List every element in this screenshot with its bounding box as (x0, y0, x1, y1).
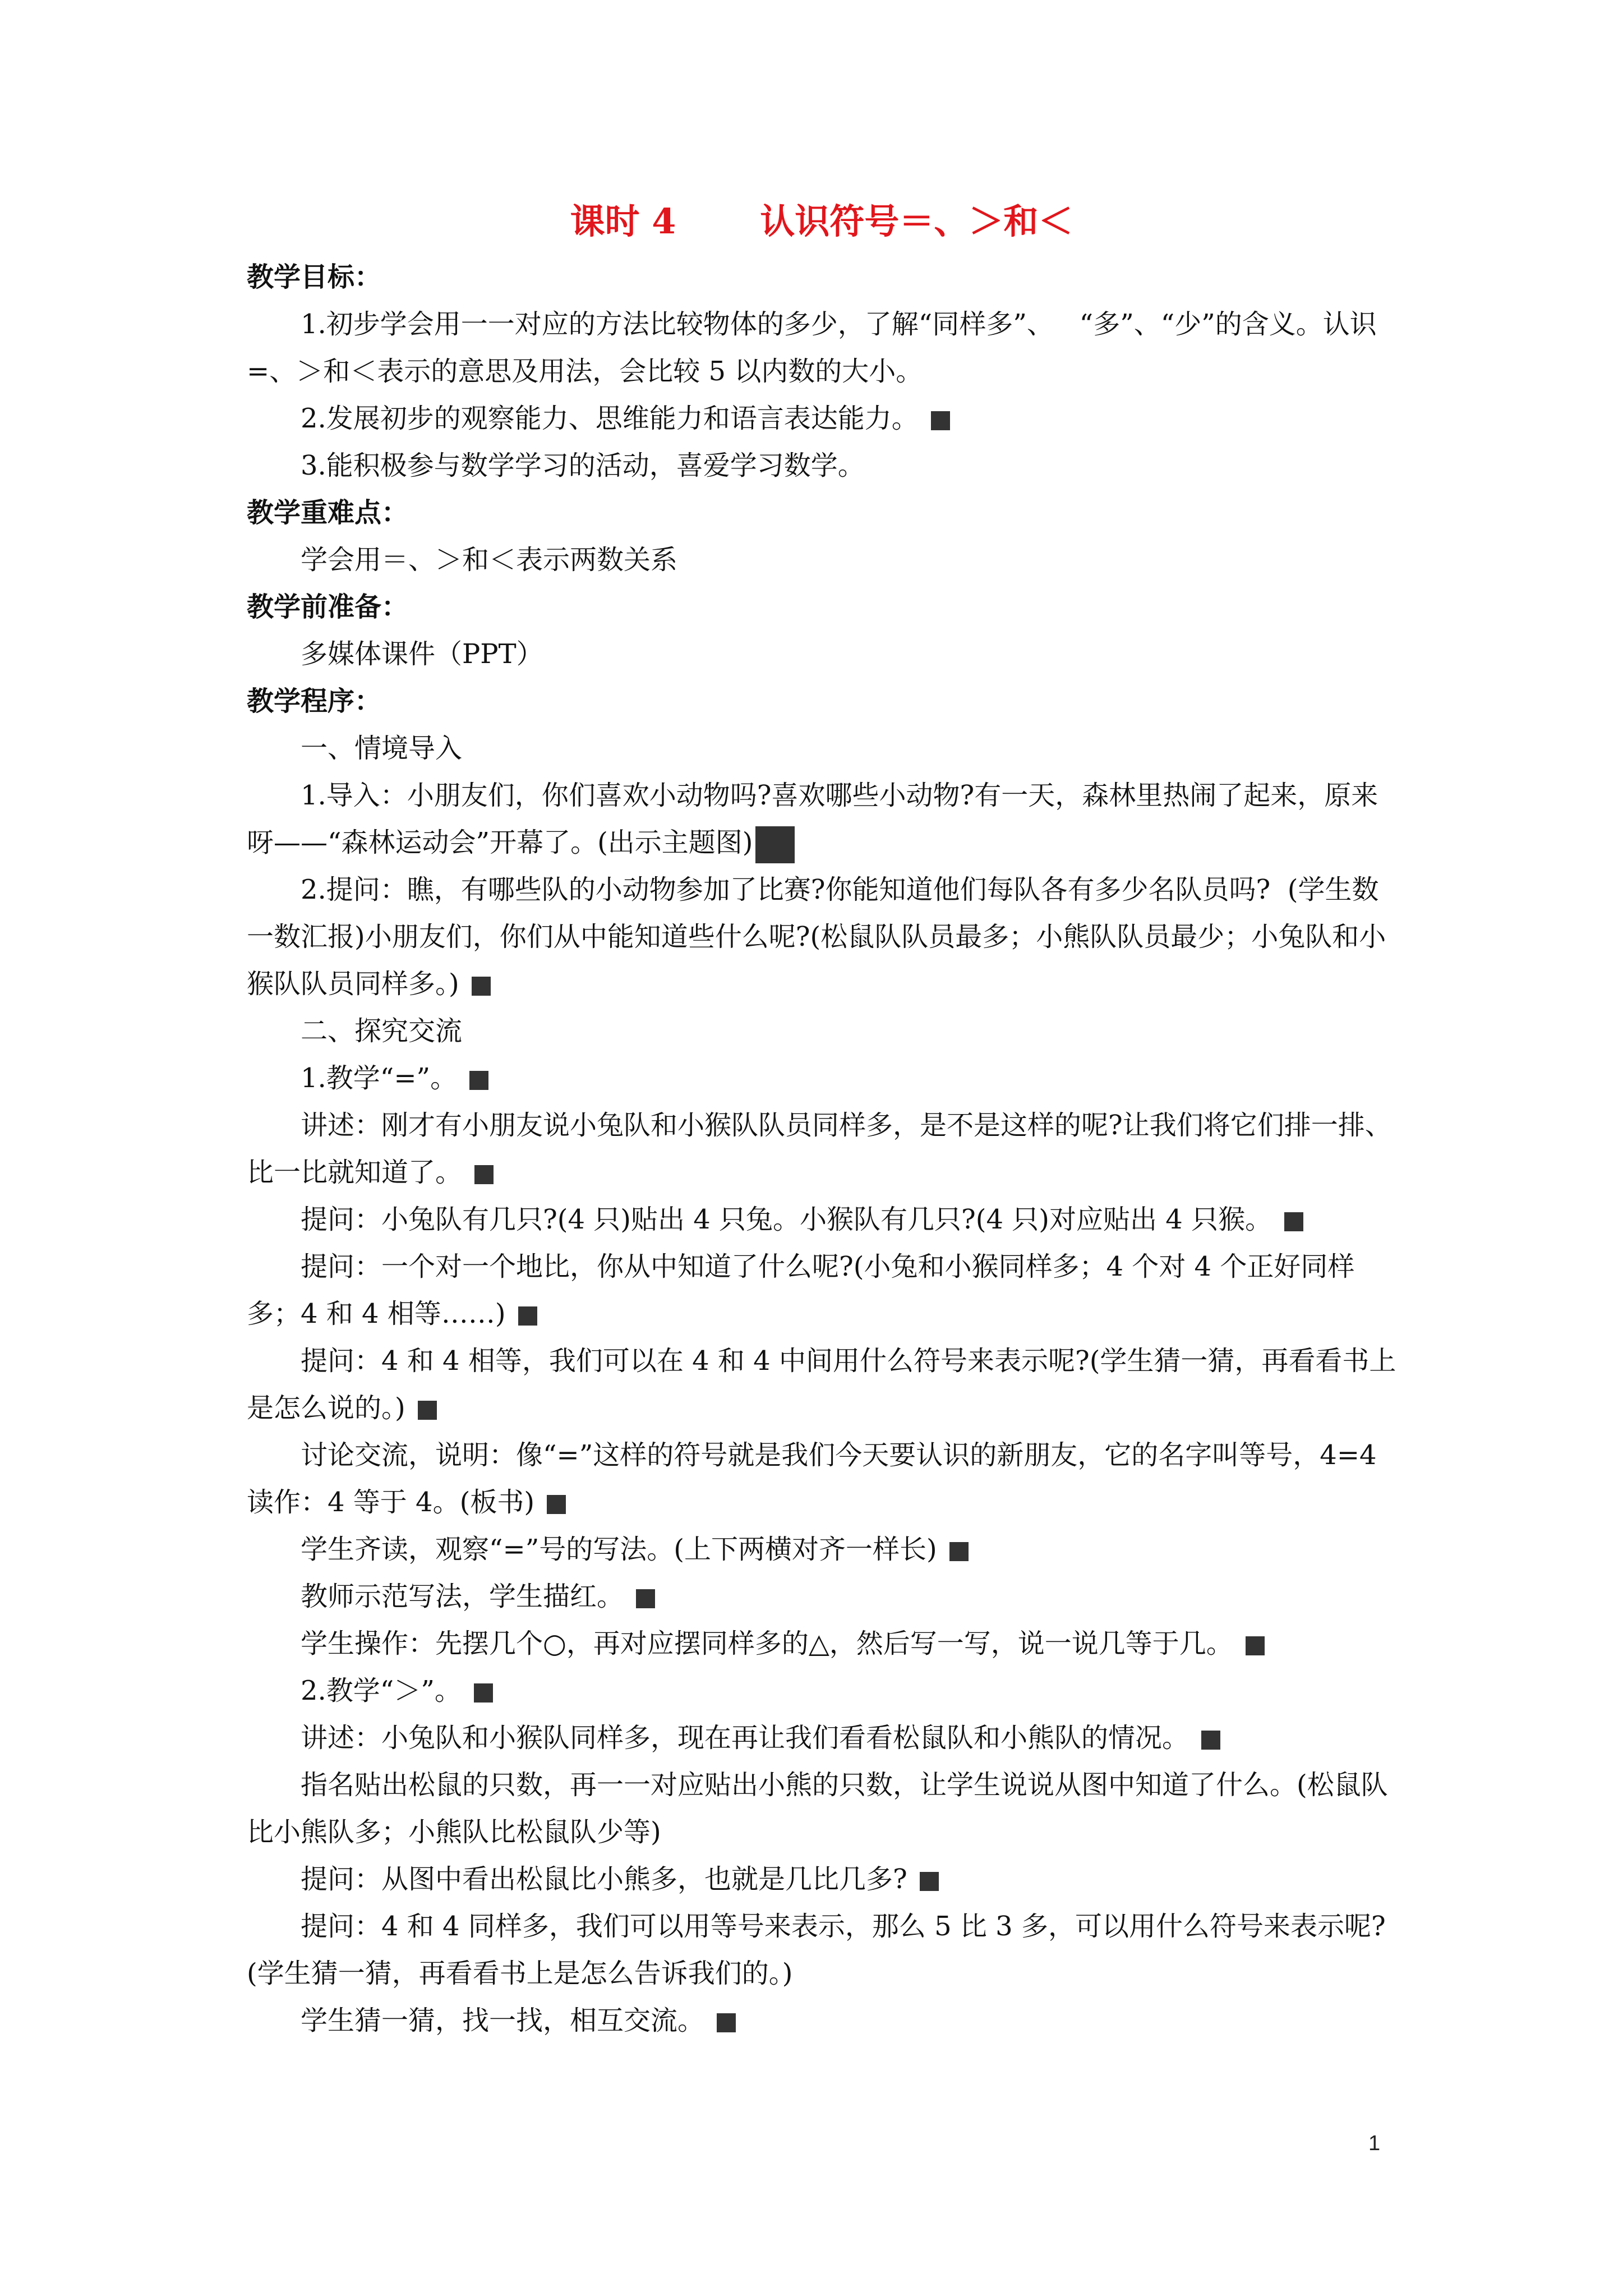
goals-heading: 教学目标： (247, 261, 382, 293)
goal-1: 1.初步学会用一一对应的方法比较物体的多少，了解“同样多”、 “多”、“少”的含义。认识=、＞和＜表示的意思及用法，会比较 5 以内数的大小。 (247, 309, 1377, 387)
section-2-para-7: 学生齐读，观察“=”号的写法。(上下两横对齐一样长) (247, 1526, 1396, 1573)
marker-square-icon (418, 1401, 437, 1420)
document-page (247, 196, 1396, 2044)
marker-square-icon (717, 2013, 736, 2032)
theme-image-placeholder-icon (755, 826, 795, 863)
goal-2: 2.发展初步的观察能力、思维能力和语言表达能力。 (247, 395, 1396, 442)
section-2-para-14: 提问：4 和 4 同样多，我们可以用等号来表示，那么 5 比 3 多，可以用什么符号来表示呢?(学生猜一猜，再看看书上是怎么告诉我们的。) (247, 1911, 1386, 1989)
key-points-heading: 教学重难点： (247, 497, 409, 528)
section-2-para-2: 讲述：刚才有小朋友说小兔队和小猴队队员同样多，是不是这样的呢?让我们将它们排一排、比一比就知道了。 (247, 1110, 1392, 1188)
marker-square-icon (474, 1165, 494, 1184)
lesson-number: 课时 4 (570, 201, 676, 242)
procedure-heading: 教学程序： (247, 685, 382, 717)
preparation-1: 多媒体课件（PPT） (301, 638, 543, 670)
marker-square-icon (949, 1542, 969, 1561)
section-2-para-1: 1.教学“=”。 (247, 1055, 1396, 1102)
marker-square-icon (518, 1306, 537, 1326)
section-2-para-9: 学生操作：先摆几个○，再对应摆同样多的△，然后写一写，说一说几等于几。 (247, 1620, 1396, 1667)
key-point-1: 学会用＝、＞和＜表示两数关系 (301, 544, 678, 576)
marker-square-icon (1246, 1636, 1265, 1655)
marker-square-icon (1201, 1731, 1220, 1750)
section-2-para-10: 2.教学“＞”。 (247, 1667, 1396, 1714)
section-2-para-12: 指名贴出松鼠的只数，再一一对应贴出小熊的只数，让学生说说从图中知道了什么。(松鼠队比小熊队多；小熊队比松鼠队少等) (247, 1769, 1388, 1848)
preparation-heading: 教学前准备： (247, 591, 409, 623)
section-1-title: 一、情境导入 (301, 733, 463, 764)
marker-square-icon (636, 1589, 655, 1608)
section-2-para-8: 教师示范写法，学生描红。 (247, 1573, 1396, 1620)
marker-square-icon (920, 1872, 939, 1891)
goal-3: 3.能积极参与数学学习的活动，喜爱学习数学。 (301, 450, 865, 481)
section-2-title: 二、探究交流 (301, 1015, 463, 1047)
section-2-para-4: 提问：一个对一个地比，你从中知道了什么呢?(小兔和小猴同样多；4 个对 4 个正好同样多；4 和 4 相等……) (247, 1251, 1355, 1329)
lesson-topic: 认识符号＝、＞和＜ (760, 201, 1073, 242)
marker-square-icon (547, 1495, 566, 1514)
section-2-para-11: 讲述：小兔队和小猴队同样多，现在再让我们看看松鼠队和小熊队的情况。 (247, 1714, 1396, 1761)
section-1-para-1: 1.导入：小朋友们，你们喜欢小动物吗?喜欢哪些小动物?有一天，森林里热闹了起来，原来呀——“森林运动会”开幕了。(出示主题图) (247, 772, 1396, 866)
page-number: 1 (1368, 2132, 1381, 2155)
section-2-para-15: 学生猜一猜，找一找，相互交流。 (247, 1997, 1396, 2044)
section-2-para-5: 提问：4 和 4 相等，我们可以在 4 和 4 中间用什么符号来表示呢?(学生猜一猜，再看看书上是怎么说的。) (247, 1345, 1396, 1424)
marker-square-icon (1284, 1212, 1303, 1231)
lesson-title (247, 196, 1396, 247)
section-2-para-6: 讨论交流，说明：像“=”这样的符号就是我们今天要认识的新朋友，它的名字叫等号，4=4 读作：4 等于 4。(板书) (247, 1439, 1385, 1518)
section-2-para-3: 提问：小兔队有几只?(4 只)贴出 4 只兔。小猴队有几只?(4 只)对应贴出 4 只猴。 (247, 1196, 1396, 1243)
marker-square-icon (931, 411, 950, 430)
marker-square-icon (472, 977, 491, 996)
section-1-para-2: 2.提问：瞧，有哪些队的小动物参加了比赛?你能知道他们每队各有多少名队员吗? (学生数一数汇报)小朋友们，你们从中能知道些什么呢?(松鼠队队员最多；小熊队队员最少；小兔队和小猴队队员同样多。) (247, 874, 1386, 1000)
section-2-para-13: 提问：从图中看出松鼠比小熊多，也就是几比几多? (247, 1856, 1396, 1903)
marker-square-icon (469, 1071, 488, 1090)
marker-square-icon (474, 1683, 493, 1703)
